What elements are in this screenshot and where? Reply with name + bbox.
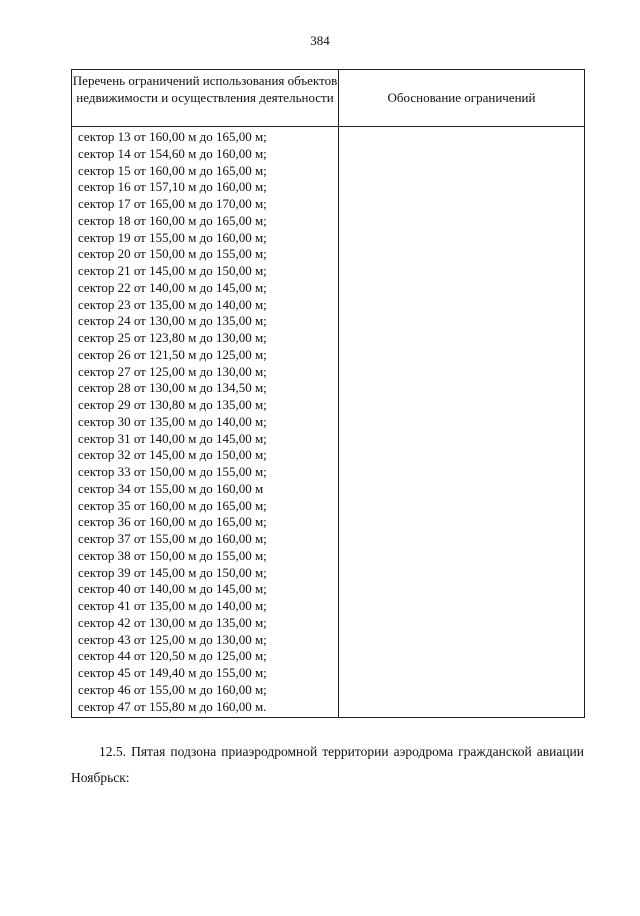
sector-row: сектор 34 от 155,00 м до 160,00 м xyxy=(78,480,264,496)
table-body-row xyxy=(72,127,585,718)
sector-row: сектор 47 от 155,80 м до 160,00 м. xyxy=(78,698,267,714)
sector-row: сектор 16 от 157,10 м до 160,00 м; xyxy=(78,179,267,195)
restrictions-table xyxy=(71,69,585,718)
sector-row: сектор 45 от 149,40 м до 155,00 м; xyxy=(78,665,267,680)
sector-row: сектор 28 от 130,00 м до 134,50 м; xyxy=(78,380,267,396)
sector-row: сектор 42 от 130,00 м до 135,00 м; xyxy=(78,614,267,630)
sector-row: сектор 33 от 150,00 м до 155,00 м; xyxy=(78,464,267,479)
table-header-row xyxy=(72,70,585,127)
sector-row: сектор 17 от 165,00 м до 170,00 м; xyxy=(78,196,267,211)
justification-cell xyxy=(339,127,585,718)
sector-row: сектор 22 от 140,00 м до 145,00 м; xyxy=(78,279,267,295)
sector-row: сектор 30 от 135,00 м до 140,00 м; xyxy=(78,413,267,429)
sector-row: сектор 25 от 123,80 м до 130,00 м; xyxy=(78,330,267,345)
sector-row: сектор 41 от 135,00 м до 140,00 м; xyxy=(78,598,267,613)
sector-row: сектор 40 от 140,00 м до 145,00 м; xyxy=(78,581,267,597)
sector-row: сектор 20 от 150,00 м до 155,00 м; xyxy=(78,246,267,262)
sector-row: сектор 21 от 145,00 м до 150,00 м; xyxy=(78,263,267,278)
sectors-cell xyxy=(72,127,339,718)
sector-row: сектор 46 от 155,00 м до 160,00 м; xyxy=(78,681,267,697)
sector-row: сектор 24 от 130,00 м до 135,00 м; xyxy=(78,313,267,329)
sector-row: сектор 19 от 155,00 м до 160,00 м; xyxy=(78,229,267,245)
sector-row: сектор 14 от 154,60 м до 160,00 м; xyxy=(78,145,267,161)
sector-row: сектор 32 от 145,00 м до 150,00 м; xyxy=(78,447,267,463)
header-justification: Обоснование ограничений xyxy=(339,70,585,127)
sector-row: сектор 36 от 160,00 м до 165,00 м; xyxy=(78,514,267,530)
page-number: 384 xyxy=(310,33,330,48)
sector-row: сектор 13 от 160,00 м до 165,00 м; xyxy=(78,129,267,144)
sector-row: сектор 38 от 150,00 м до 155,00 м; xyxy=(78,547,267,563)
sector-row: сектор 31 от 140,00 м до 145,00 м; xyxy=(78,430,267,446)
sector-row: сектор 18 от 160,00 м до 165,00 м; xyxy=(78,212,267,228)
sector-row: сектор 37 от 155,00 м до 160,00 м; xyxy=(78,531,267,546)
sector-row: сектор 35 от 160,00 м до 165,00 м; xyxy=(78,497,267,513)
sector-row: сектор 27 от 125,00 м до 130,00 м; xyxy=(78,363,267,379)
sector-row: сектор 43 от 125,00 м до 130,00 м; xyxy=(78,631,267,647)
sector-row: сектор 15 от 160,00 м до 165,00 м; xyxy=(78,162,267,178)
header-restrictions-list: Перечень ограничений использования объектов недвижимости и осуществления деятельности xyxy=(72,70,339,127)
section-paragraph: 12.5. Пятая подзона приаэродромной территории аэродрома гражданской авиации Ноябрьск: xyxy=(71,744,584,785)
sector-list xyxy=(72,127,338,717)
sector-row: сектор 29 от 130,80 м до 135,00 м; xyxy=(78,397,267,412)
sector-row: сектор 44 от 120,50 м до 125,00 м; xyxy=(78,648,267,664)
sector-row: сектор 39 от 145,00 м до 150,00 м; xyxy=(78,564,267,580)
sector-row: сектор 26 от 121,50 м до 125,00 м; xyxy=(78,346,267,362)
sector-row: сектор 23 от 135,00 м до 140,00 м; xyxy=(78,296,267,312)
